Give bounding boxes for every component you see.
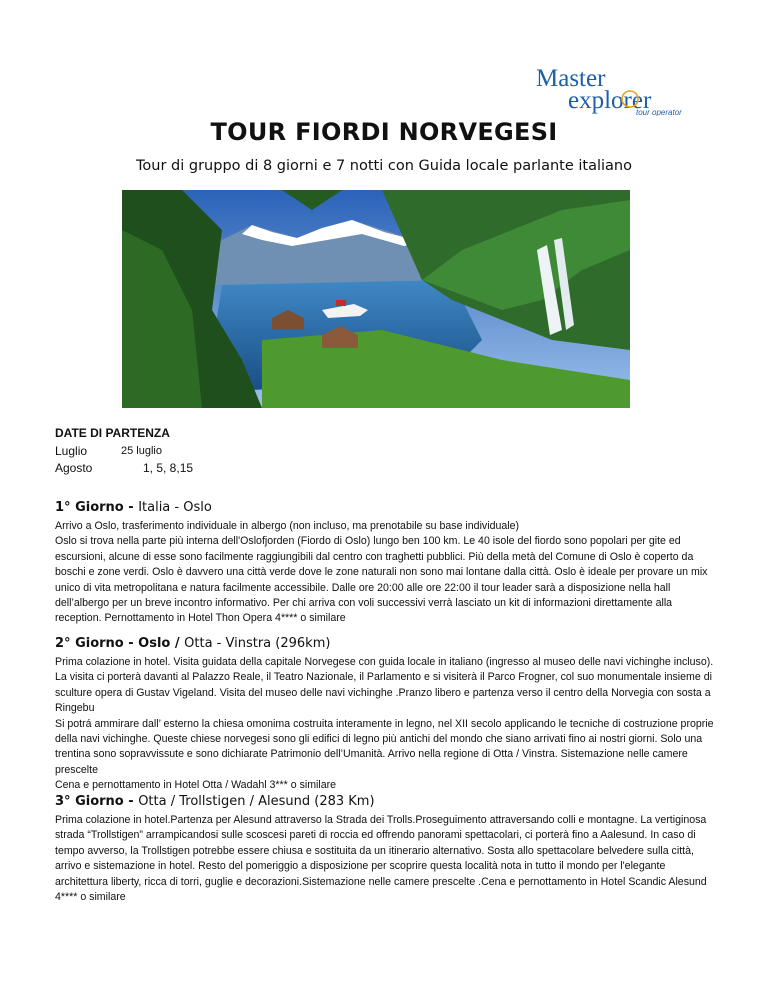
day-3-text: Prima colazione in hotel.Partenza per Alesund attraverso la Strada dei Trolls.Proseguimento attraversando colli e montagne. La vertiginosa strada “Trollstigen” arrampicandosi sulle scoscesi pareti di roccia ed offrendo panorami spettacolari, ci porterà fino a Aalesund. In caso di tempo avverso, la Trollstigen potrebbe essere chiusa e sostituita da un itinerario alternativo. Sosta allo spettacolare belvedere sulla città, arrivo e sistemazione in hotel. Resto del pomeriggio a disposizione per scoprire questa località nota in tutto il mondo per l'elegante architettura liberty, ricca di torri, guglie e decorazioni.Sistemazione nelle camere prescelte .Cena e pernottamento in Hotel Scandic Alesund 4**** o similare [55,814,707,904]
logo-tagline: tour operator [636,108,682,116]
day-3-route: Otta / Trollstigen / Alesund (283 Km) [138,794,375,809]
day-2-section [55,636,715,794]
fjord-photo [122,190,630,408]
logo-line2: explorer [568,87,652,114]
master-explorer-logo [532,64,702,116]
dates-month: Luglio [55,443,88,458]
day-2-route: Otta - Vinstra (296km) [184,636,331,651]
day-1-route: Italia - Oslo [138,500,212,515]
day-2-label: 2° Giorno - Oslo / [55,636,185,651]
day-1-text: Arrivo a Oslo, trasferimento individuale in albergo (non incluso, ma prenotabile su base individuale) Oslo si trova nella parte più interna dell'Oslofjorden (Fiordo di Oslo) lungo ben 100 km. Le 40 isole del fiordo sono popolari per gite ed escursioni, alcune di esse sono facilmente raggiungibili dal centro con traghetti pubblici. Più della metà del Comune di Oslo è coperto da boschi e zone verdi. Oslo è davvero una città verde dove le zone naturali non sono mai lontane dalla città. Oslo è ideale per provare un mix unico di vita metropolitana e natura facilmente accessibile. Dalle ore 20:00 alle ore 22:00 il tour leader sarà a disposizione nella hall dell’albergo per un breve incontro informativo. Per chi arriva con voli successivi verrà lasciato un kit di informazioni direttamente alla reception. Pernottamento in Hotel Thon Opera 4**** o similare [55,520,708,625]
logo-line1: Master [536,65,606,92]
dates-month: Agosto [55,460,93,475]
day-1-label: 1° Giorno - [55,500,139,515]
dates-heading: DATE DI PARTENZA [55,426,170,440]
day-2-heading [55,636,715,651]
day-1-section [55,500,715,627]
dates-days: 25 luglio [121,444,162,457]
day-1-heading [55,500,715,515]
dates-row [55,442,193,459]
dates-days: 1, 5, 8,15 [143,460,194,475]
departure-dates [55,426,193,476]
day-3-heading [55,794,715,809]
day-3-label: 3° Giorno - [55,794,139,809]
page-subtitle: Tour di gruppo di 8 giorni e 7 notti con Guida locale parlante italiano [136,158,632,174]
page-title: TOUR FIORDI NORVEGESI [210,118,558,146]
dates-row [55,459,193,476]
day-3-section [55,794,715,905]
day-2-text: Prima colazione in hotel. Visita guidata della capitale Norvegese con guida locale in italiano (ingresso al museo delle navi vichinghe incluso). La visita ci porterà davanti al Palazzo Reale, il Teatro Nazionale, il Parlamento e si visiterà il Parco Frogner, col suo monumentale insieme di sculture opera di Gustav Vigeland. Visita del museo delle navi vichinghe .Pranzo libero e partenza verso il centro della Norvegia con sosta a Ringebu Si potrá ammirare dall’ esterno la chiesa omonima costruita interamente in legno, nel XII secolo applicando le tecniche di costruzione proprie della navi vichinghe. Queste chiese norvegesi sono gli edifici di legno più antichi del mondo che siano arrivati fino ai nostri giorni. Solo una trentina sono sopravvissute e sono dichiarate Patrimonio dell’Umanità. Arrivo nella regione di Otta / Vinstra. Sistemazione nelle camere prescelte Cena e pernottamento in Hotel Otta / Wadahl 3*** o similare [55,656,714,792]
